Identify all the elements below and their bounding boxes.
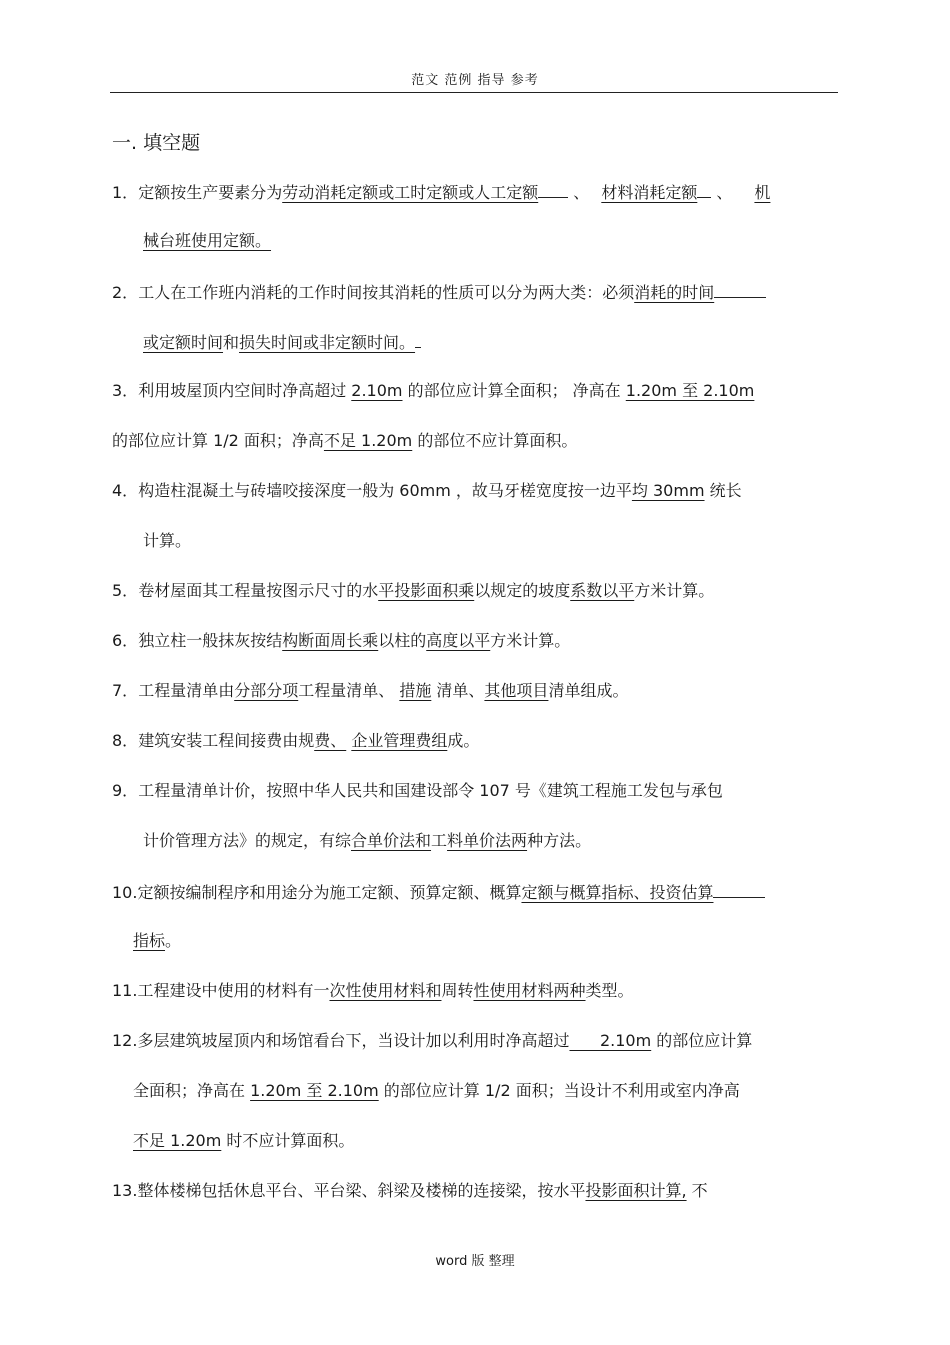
item-number: 3． — [112, 381, 139, 400]
item-number: 2． — [112, 283, 139, 302]
item-number: 4． — [112, 481, 139, 500]
page-header: 范文 范例 指导 参考 — [411, 73, 539, 88]
answer: 其他项目 — [484, 681, 549, 700]
answer: 或定额时间 — [143, 333, 224, 352]
item-4-line-2: 计算。 — [143, 531, 192, 550]
answer: 合单价法和 — [351, 831, 432, 850]
item-number: 13. — [112, 1181, 138, 1200]
item-7-line-1: 7．工程量清单由分部分项工程量清单、 措施 清单、其他项目清单组成。 — [112, 681, 629, 700]
answer: 分部分项 — [234, 681, 299, 700]
item-number: 11. — [112, 981, 138, 1000]
answer: 指标 — [133, 931, 166, 950]
item-number: 12. — [112, 1031, 138, 1050]
item-12-line-3: 不足 1.20m 时不应计算面积。 — [133, 1131, 355, 1150]
item-10-line-2: 指标。 — [133, 931, 182, 950]
item-2-line-1: 2．工人在工作班内消耗的工作时间按其消耗的性质可以分为两大类：必须消耗的时间 — [112, 280, 766, 304]
answer: 材料消耗定额 — [601, 183, 698, 202]
item-12-line-2: 全面积；净高在 1.20m 至 2.10m 的部位应计算 1/2 面积；当设计不利用或室内净高 — [133, 1081, 740, 1100]
item-9-line-1: 9．工程量清单计价，按照中华人民共和国建设部令 107 号《建筑工程施工发包与承包 — [112, 781, 723, 800]
item-12-line-1: 12.多层建筑坡屋顶内和场馆看台下，当设计加以利用时净高超过 2.10m 的部位应计算 — [112, 1031, 753, 1050]
item-3-line-2: 的部位应计算 1/2 面积；净高不足 1.20m 的部位不应计算面积。 — [112, 431, 578, 450]
item-4-line-1: 4．构造柱混凝土与砖墙咬接深度一般为 60mm ，故马牙槎宽度按一边平均 30mm 统长 — [112, 481, 742, 500]
item-6-line-1: 6．独立柱一般抹灰按结构断面周长乘以柱的高度以平方米计算。 — [112, 631, 571, 650]
item-2-line-2: 或定额时间和损失时间或非定额时间。 — [143, 330, 421, 354]
answer: 2.10m — [569, 1031, 652, 1050]
header-rule — [110, 92, 838, 93]
item-1-line-2 — [143, 230, 271, 252]
item-number: 5． — [112, 581, 139, 600]
answer: 性使用材料两种 — [473, 981, 586, 1000]
answer: 定额与概算指标、投资估算 — [521, 883, 714, 902]
item-8-line-1: 8．建筑安装工程间接费由规费、 企业管理费组成。 — [112, 731, 480, 750]
answer: 2.10m — [351, 381, 403, 400]
answer: 1.20m 至 2.10m — [625, 381, 755, 400]
section-title: 一. 填空题 — [112, 132, 201, 154]
item-number: 9． — [112, 781, 139, 800]
answer: 消耗的时间 — [634, 283, 715, 302]
page-footer: word 版 整理 — [435, 1254, 515, 1269]
answer: 系数以平 — [570, 581, 635, 600]
item-number: 7． — [112, 681, 139, 700]
item-number: 10. — [112, 883, 138, 902]
answer: 次性使用材料和 — [329, 981, 442, 1000]
answer: 劳动消耗定额或工时定额或人工定额 — [282, 183, 539, 202]
item-number: 6． — [112, 631, 139, 650]
item-9-line-2: 计价管理方法》的规定，有综合单价法和工料单价法两种方法。 — [143, 831, 592, 850]
answer: 1.20m 至 2.10m — [250, 1081, 379, 1100]
answer: 企业管理费组 — [351, 731, 448, 750]
item-3-line-1: 3．利用坡屋顶内空间时净高超过 2.10m 的部位应计算全面积； 净高在 1.20m 至 2.10m — [112, 381, 755, 400]
answer: 措施 — [399, 681, 432, 700]
answer: 不足 1.20m — [323, 431, 413, 450]
answer: 高度以平 — [426, 631, 491, 650]
answer: 均 30mm — [631, 481, 705, 500]
answer: 械台班使用定额。 — [143, 231, 272, 250]
item-13-line-1: 13.整体楼梯包括休息平台、平台梁、斜梁及楼梯的连接梁，按水平投影面积计算, 不 — [112, 1181, 708, 1200]
item-1-line-1: 1．定额按生产要素分为劳动消耗定额或工时定额或人工定额 、 材料消耗定额 、 机 — [112, 180, 770, 204]
item-number: 8． — [112, 731, 139, 750]
item-11-line-1: 11.工程建设中使用的材料有一次性使用材料和周转性使用材料两种类型。 — [112, 981, 634, 1000]
item-5-line-1: 5．卷材屋面其工程量按图示尺寸的水平投影面积乘以规定的坡度系数以平方米计算。 — [112, 581, 715, 600]
answer: 平投影面积乘 — [378, 581, 475, 600]
item-number: 1． — [112, 183, 139, 202]
answer: 构断面周长乘 — [282, 631, 379, 650]
answer: 损失时间或非定额时间。 — [239, 333, 416, 352]
item-10-line-1: 10.定额按编制程序和用途分为施工定额、预算定额、概算定额与概算指标、投资估算 — [112, 880, 765, 904]
answer: 投影面积计算, — [585, 1181, 687, 1200]
answer: 费、 — [314, 731, 347, 750]
answer: 不足 1.20m — [133, 1131, 222, 1150]
answer: 料单价法两 — [447, 831, 528, 850]
